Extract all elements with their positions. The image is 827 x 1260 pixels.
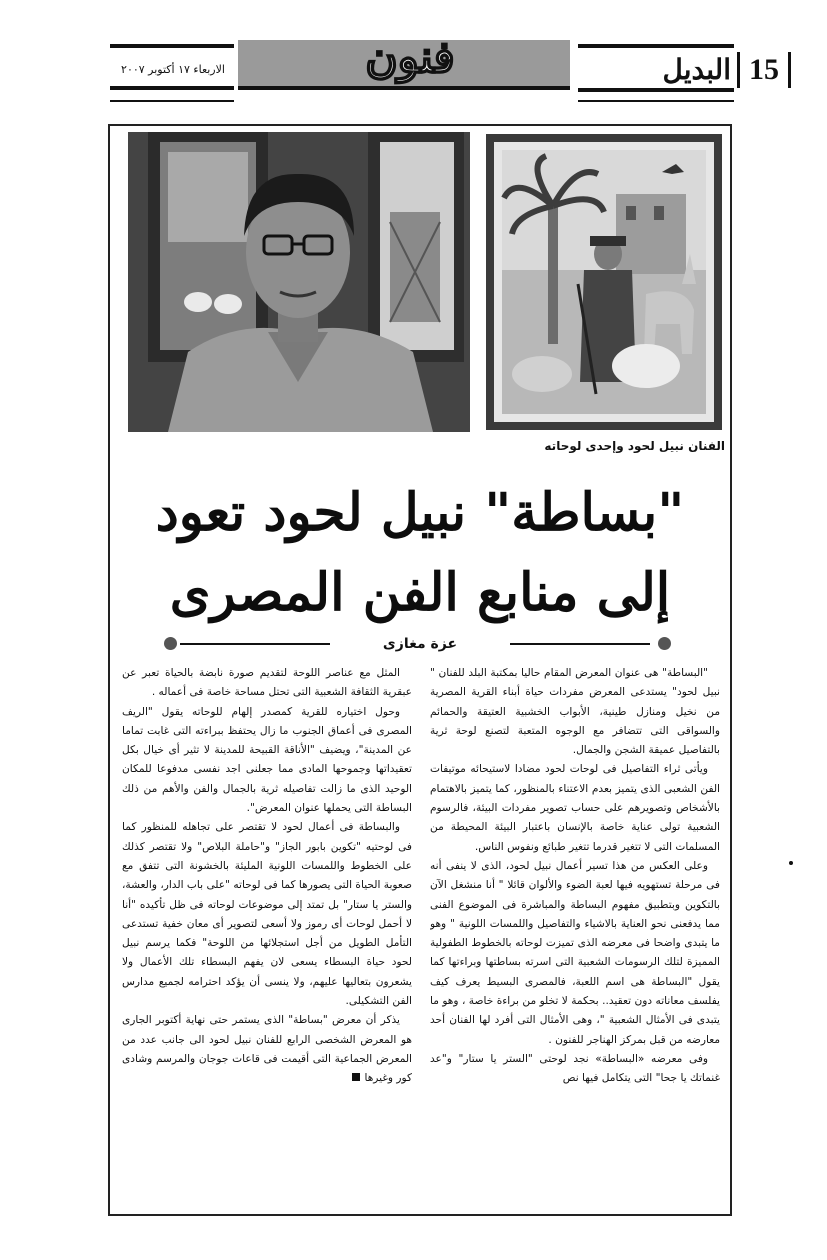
- issue-date: الاربعاء ١٧ أكتوبر ٢٠٠٧: [121, 63, 225, 76]
- artist-portrait-photo: [128, 132, 470, 432]
- painting-illustration: [486, 134, 722, 430]
- masthead-rule-left-top: [110, 44, 234, 48]
- masthead-rule-left-bottom: [110, 86, 234, 90]
- byline-rule-left: [180, 643, 330, 645]
- end-of-article-icon: [352, 1073, 360, 1081]
- paragraph: وعلى العكس من هذا تسير أعمال نبيل لحود، الذى لا ينفى أنه فى مرحلة تستهويه فيها لعبة الضوء والألوان قائلا " أنا منشغل الآن بالتكوين وبتطبيق مفهوم البساطة والمباشرة فى الموضوع الفنى مما يدفعنى نحو العناية بالاشياء والتفاصيل واللمسات اللونية " وهو ما يتبدى واضحا فى معرضه الذى تميزت لوحاته بالخطوط الطفولية المميزة لتلك الرسومات الشعبية التى اسرته بساطتها وبراءتها كما يقول "البساطة هى اسم اللعبة، فالمصرى البسيط يعرف كيف يفلسف معاناته دون تعقيد.. بحكمة لا تخلو من براءة خاصة ، وهو ما يتبدى فى الأمثال الشعبية "، وهى الأمثال التى أفرد لها الفنان أحد معارضه من قبل بمركز الهناجر للفنون .: [430, 859, 720, 1046]
- portrait-illustration: [128, 132, 470, 432]
- masthead-rule-right-under: [578, 100, 734, 102]
- byline-bullet-left-icon: [164, 637, 177, 650]
- paragraph: وفى معرضه «البساطة» نجد لوحتى "الستر يا ستار" و"عد غنماتك يا جحا" التى يتكامل فيها نص: [430, 1052, 720, 1085]
- headline-line-2: إلى منابع الفن المصرى: [169, 562, 671, 623]
- masthead-rule-left-under: [110, 100, 234, 102]
- margin-dot: [789, 861, 793, 865]
- paragraph: ويأتى ثراء التفاصيل فى لوحات لحود مضادا لاستيحائه موتيفات الفن الشعبى الذى يتميز بعدم الاعتناء بالمنظور، كما يتميز بالاهتمام بالأشخاص وتصويرهم على حساب تصوير مفردات البيئة، فالرسوم الشعبية تولى عناية خاصة بالإنسان باعتبار البيئة المحيطة من المسلمات التى لا تتغير قدرما تتغير طبائع ونفوس الناس.: [430, 763, 720, 853]
- masthead-rule-right-top: [578, 44, 734, 48]
- publication-name: البديل: [662, 53, 731, 86]
- article-column-left: [122, 664, 412, 1204]
- byline: [150, 632, 690, 656]
- byline-bullet-right-icon: [658, 637, 671, 650]
- paragraph-last: [122, 1011, 412, 1088]
- masthead-rule-right-bottom: [578, 88, 734, 92]
- byline-rule-right: [510, 643, 650, 645]
- paragraph: "البساطة" هى عنوان المعرض المقام حاليا بمكتبة البلد للفنان " نبيل لحود" يستدعى المعرض مفردات حياة أبناء القرية المصرية من نخيل ومنازل طينية، الأبواب الخشبية العتيقة والحمائم والسواقى التى تتضافر مع الوجوه المتعبة لتصنع لوحة ثرية بالتفاصيل عميقة الشجن والجمال.: [430, 667, 720, 757]
- headline-line-1: "بساطة" نبيل لحود تعود: [155, 482, 685, 543]
- painting-photo: [486, 134, 722, 430]
- page-number: 15: [737, 52, 791, 88]
- paragraph-text: يذكر أن معرض "بساطة" الذى يستمر حتى نهاية أكتوبر الجارى هو المعرض الشخصى الرابع للفنان نبيل لحود الى جانب عدد من المعرض الجماعية التى أقيمت فى قاعات جوجان والمرسم وشادى كور وغيرها: [122, 1014, 412, 1085]
- author-name: عزة مغازى: [382, 636, 458, 652]
- paragraph: وحول اختياره للقرية كمصدر إلهام للوحاته يقول "الريف المصرى فى أعماق الجنوب ما زال يحتفظ ببراءته التى غابت تماما عن المدينة"، ويضيف "الأناقة القبيحة للمدينة لا تثير أى خيال بكل تعقيداتها وجموحها المادى مما جعلنى اجد نفسى مدفوعا للمكان الوحيد الذى ما زالت تفاصيله ثرية بالجمال والفن والأهم من ذلك البساطة التى يحملها عنوان المعرض".: [122, 705, 412, 815]
- article-column-right: [430, 664, 720, 1204]
- photo-caption: الفنان نبيل لحود وإحدى لوحاته: [544, 439, 725, 453]
- section-title: فنون: [365, 32, 455, 83]
- paragraph: والبساطة فى أعمال لحود لا تقتصر على تجاهله للمنظور كما فى لوحتيه "تكوين بابور الجاز" و"حاملة البلاص" ولا تقتصر كذلك على الخطوط واللمسات اللونية المليئة بالخشونة التى تتفق مع صعوبة الحياة التى يصورها كما فى لوحاته "على باب الدار، والعشة، والستر يا ستار" بل تمتد إلى موضوعات لوحاته فى ظل تأكيده "أنا لا أحمل لوحات أى رموز ولا أسعى لتصوير أى معان خفية تستدعى التأمل الطويل من أجل استجلائها من اللوحة" فكما يرسم نبيل لحود حياة البسطاء يسعى لان يفهم البسطاء تلك الأعمال ولا يشعرون بتعاليها عليهم، ولا ينسى أن يؤكد احترامه لجميع مدارس الفن التشكيلى.: [122, 821, 412, 1008]
- paragraph: المثل مع عناصر اللوحة لتقديم صورة نابضة بالحياة تعبر عن عبقرية الثقافة الشعبية التى تحتل مساحة خاصة فى أعماله .: [122, 667, 412, 699]
